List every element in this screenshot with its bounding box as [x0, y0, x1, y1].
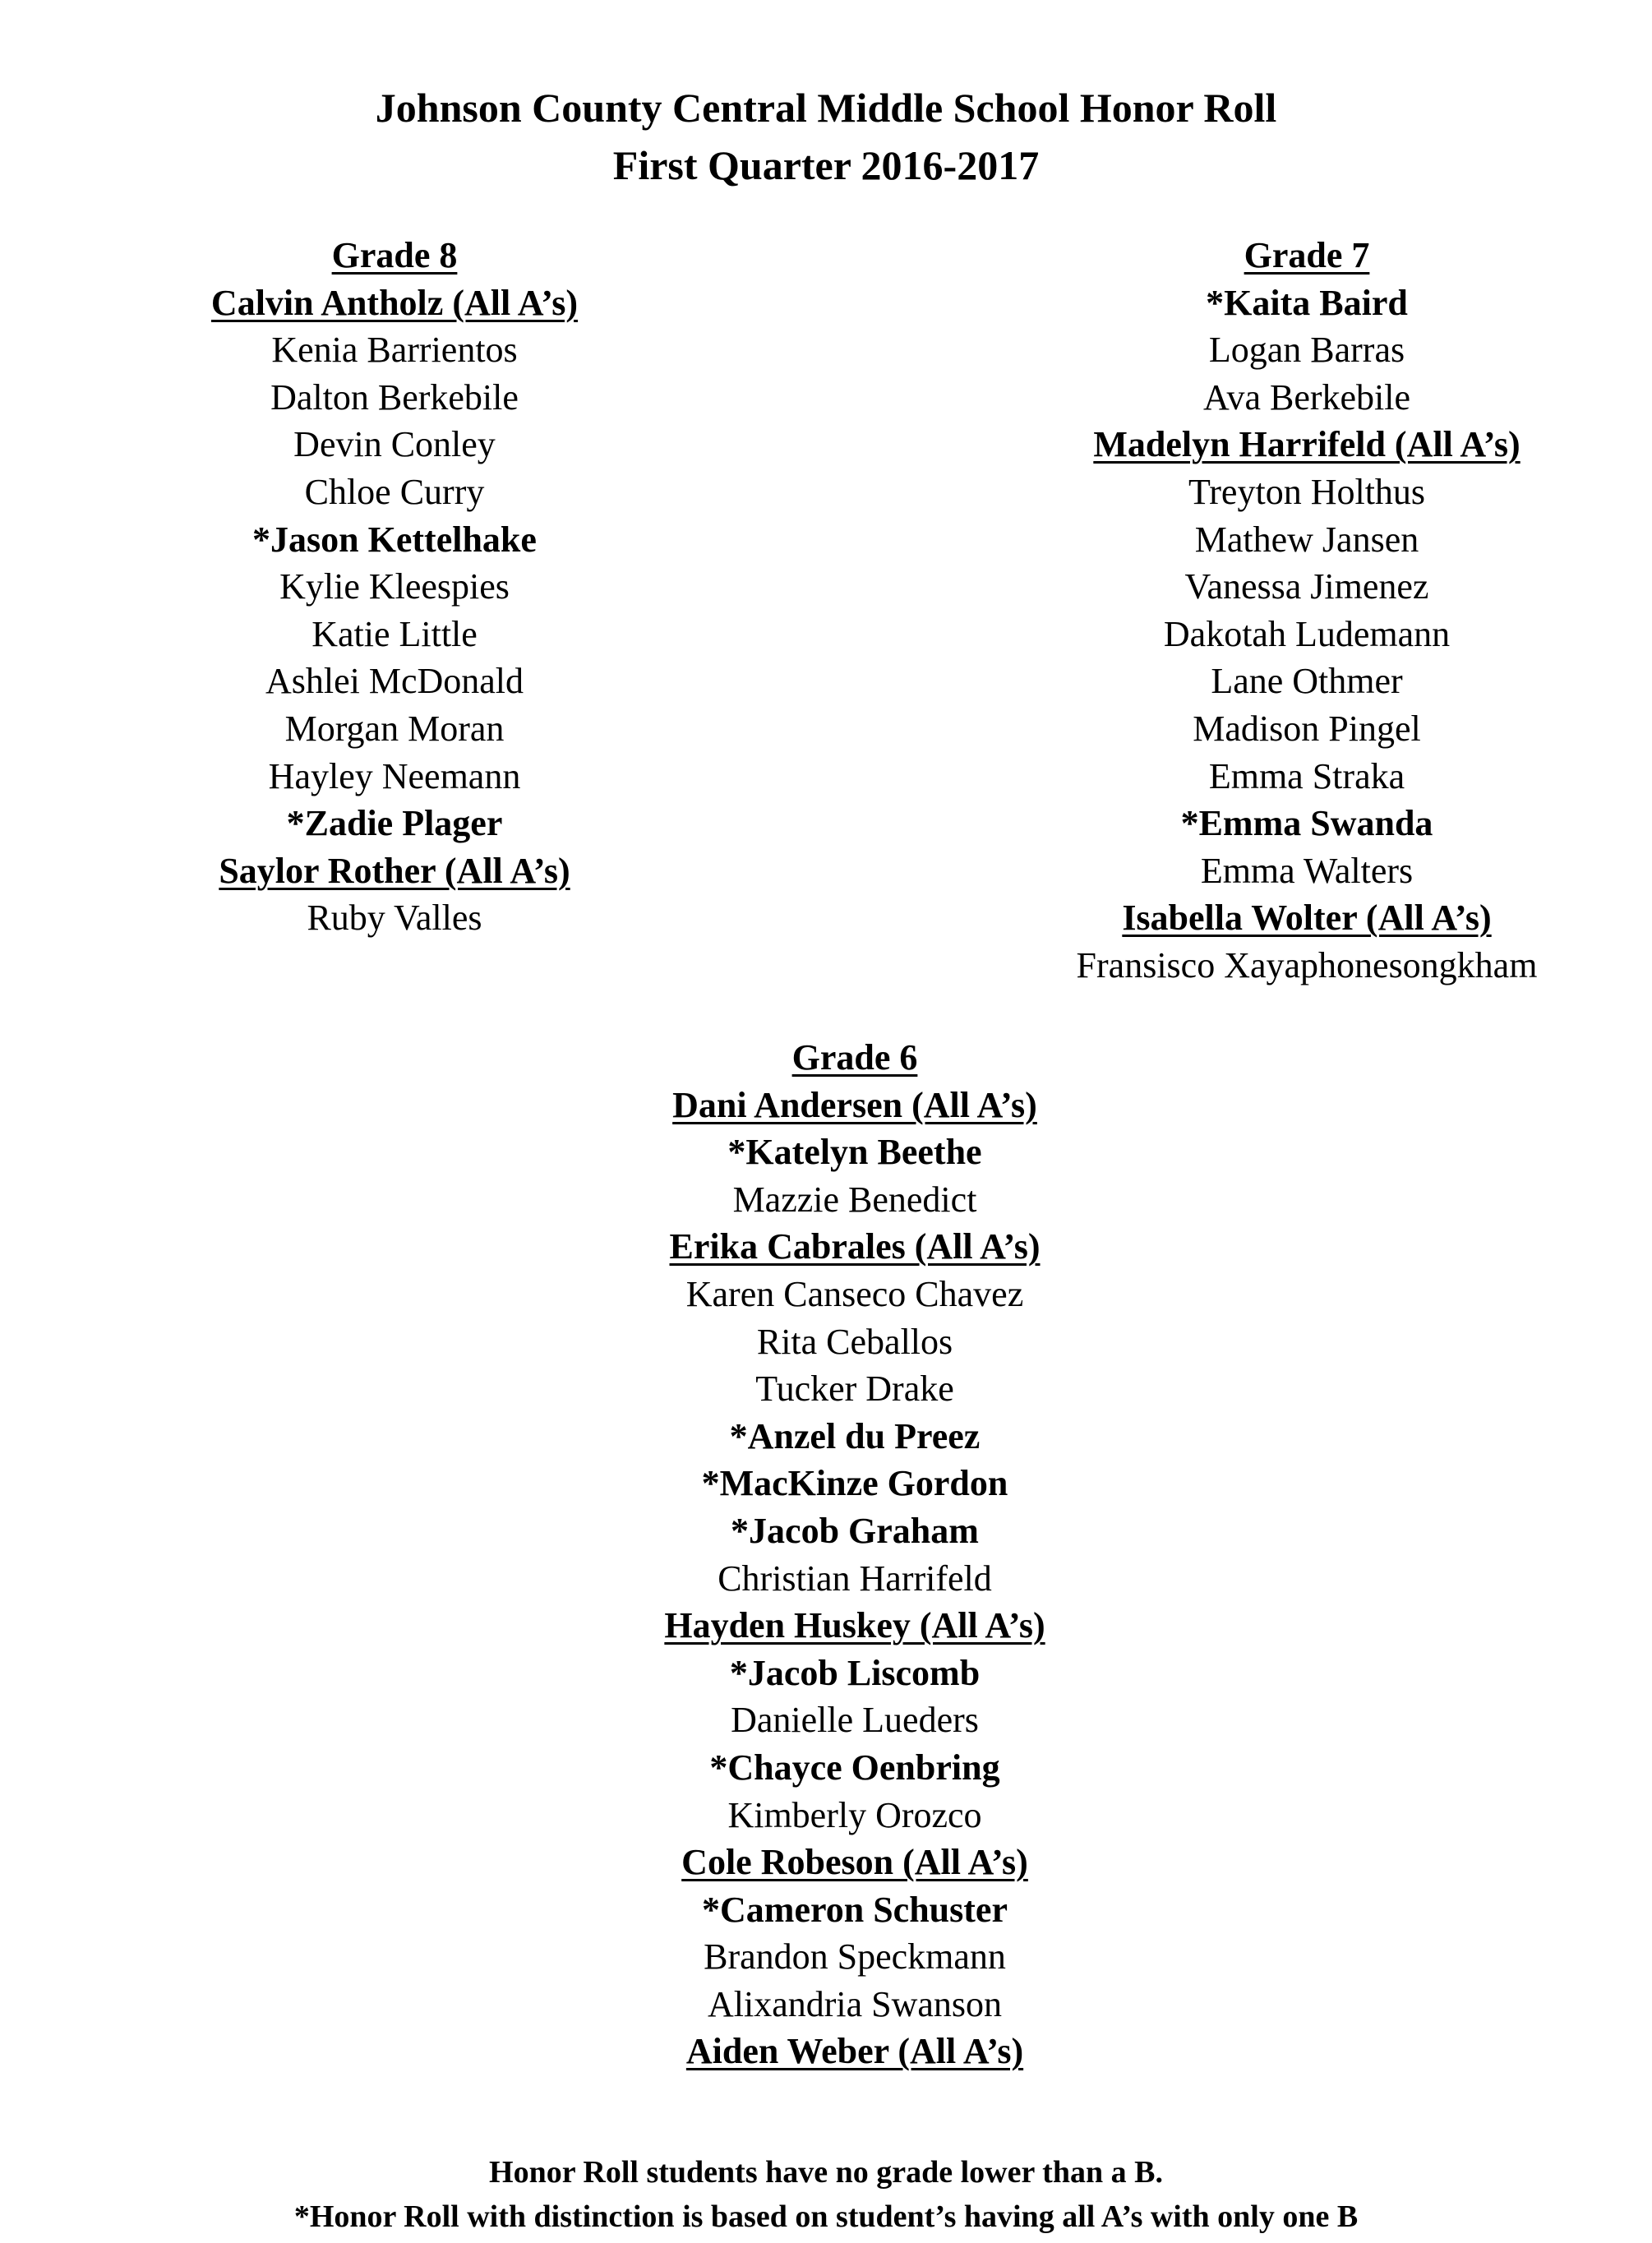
- student-name: Ashlei McDonald: [265, 661, 524, 702]
- student-name: Cole Robeson (All A’s): [681, 1842, 1028, 1883]
- student-name: Aiden Weber (All A’s): [685, 2031, 1024, 2072]
- student-name: Hayden Huskey (All A’s): [664, 1605, 1045, 1646]
- student-name: Calvin Antholz (All A’s): [210, 282, 579, 323]
- student-name: Kimberly Orozco: [727, 1794, 982, 1835]
- student-name: *Jacob Liscomb: [729, 1652, 981, 1693]
- grade-heading: Grade 6: [791, 1037, 918, 1078]
- student-name: Rita Ceballos: [756, 1321, 953, 1362]
- grade-heading: Grade 8: [331, 235, 458, 275]
- student-name: Madelyn Harrifeld (All A’s): [1093, 424, 1520, 465]
- student-name: *Kaita Baird: [1206, 282, 1408, 323]
- student-name: Vanessa Jimenez: [1184, 566, 1429, 607]
- footnote-distinction: *Honor Roll with distinction is based on student’s having all A’s with only one B: [293, 2199, 1359, 2234]
- student-name: Christian Harrifeld: [718, 1558, 992, 1599]
- student-name: *Anzel du Preez: [729, 1415, 981, 1456]
- student-name: Erika Cabrales (All A’s): [669, 1226, 1041, 1267]
- student-name: Brandon Speckmann: [704, 1936, 1006, 1978]
- student-name: Katie Little: [311, 613, 478, 654]
- student-name: Emma Straka: [1208, 755, 1405, 796]
- student-name: Tucker Drake: [755, 1368, 954, 1410]
- student-name: *Emma Swanda: [1180, 803, 1433, 844]
- student-name: Ruby Valles: [307, 898, 482, 939]
- grade-6-column: [526, 1034, 1184, 2075]
- student-name: Karen Canseco Chavez: [685, 1273, 1024, 1314]
- footnote-honor-roll: Honor Roll students have no grade lower than a B.: [489, 2155, 1163, 2190]
- document-subtitle: First Quarter 2016-2017: [612, 142, 1040, 188]
- student-name: *Chayce Oenbring: [709, 1747, 1000, 1788]
- grade-heading: Grade 7: [1244, 235, 1370, 275]
- student-name: Emma Walters: [1200, 850, 1414, 891]
- student-name: *Zadie Plager: [286, 803, 503, 844]
- student-name: *Jacob Graham: [731, 1510, 979, 1551]
- student-name: Devin Conley: [293, 424, 496, 465]
- student-name: Ava Berkebile: [1202, 376, 1411, 418]
- student-name: Chloe Curry: [304, 471, 485, 512]
- student-name: Morgan Moran: [284, 708, 505, 749]
- student-name: Logan Barras: [1208, 330, 1405, 371]
- student-name: Alixandria Swanson: [707, 1983, 1003, 2024]
- student-name: Lane Othmer: [1211, 661, 1403, 702]
- grade-7-column: [970, 232, 1644, 990]
- student-name: Dakotah Ludemann: [1163, 613, 1451, 654]
- student-name: Kenia Barrientos: [271, 330, 518, 371]
- student-name: *Cameron Schuster: [702, 1889, 1008, 1930]
- student-name: Hayley Neemann: [268, 755, 521, 796]
- student-name: Isabella Wolter (All A’s): [1122, 898, 1492, 939]
- grade-8-column: [164, 232, 625, 942]
- student-name: Fransisco Xayaphonesongkham: [1076, 944, 1538, 985]
- student-name: *Katelyn Beethe: [727, 1132, 982, 1173]
- student-name: Mathew Jansen: [1194, 519, 1419, 560]
- student-name: Madison Pingel: [1193, 708, 1421, 749]
- student-name: Mazzie Benedict: [732, 1179, 977, 1220]
- student-name: Treyton Holthus: [1188, 471, 1426, 512]
- student-name: Kylie Kleespies: [279, 566, 510, 607]
- student-name: *Jason Kettelhake: [252, 519, 537, 560]
- student-name: *MacKinze Gordon: [701, 1463, 1008, 1504]
- student-name: Dalton Berkebile: [270, 376, 519, 418]
- student-name: Dani Andersen (All A’s): [672, 1084, 1037, 1125]
- student-name: Saylor Rother (All A’s): [219, 850, 570, 891]
- document-title: Johnson County Central Middle School Honor Roll: [375, 85, 1277, 131]
- student-name: Danielle Lueders: [731, 1700, 979, 1741]
